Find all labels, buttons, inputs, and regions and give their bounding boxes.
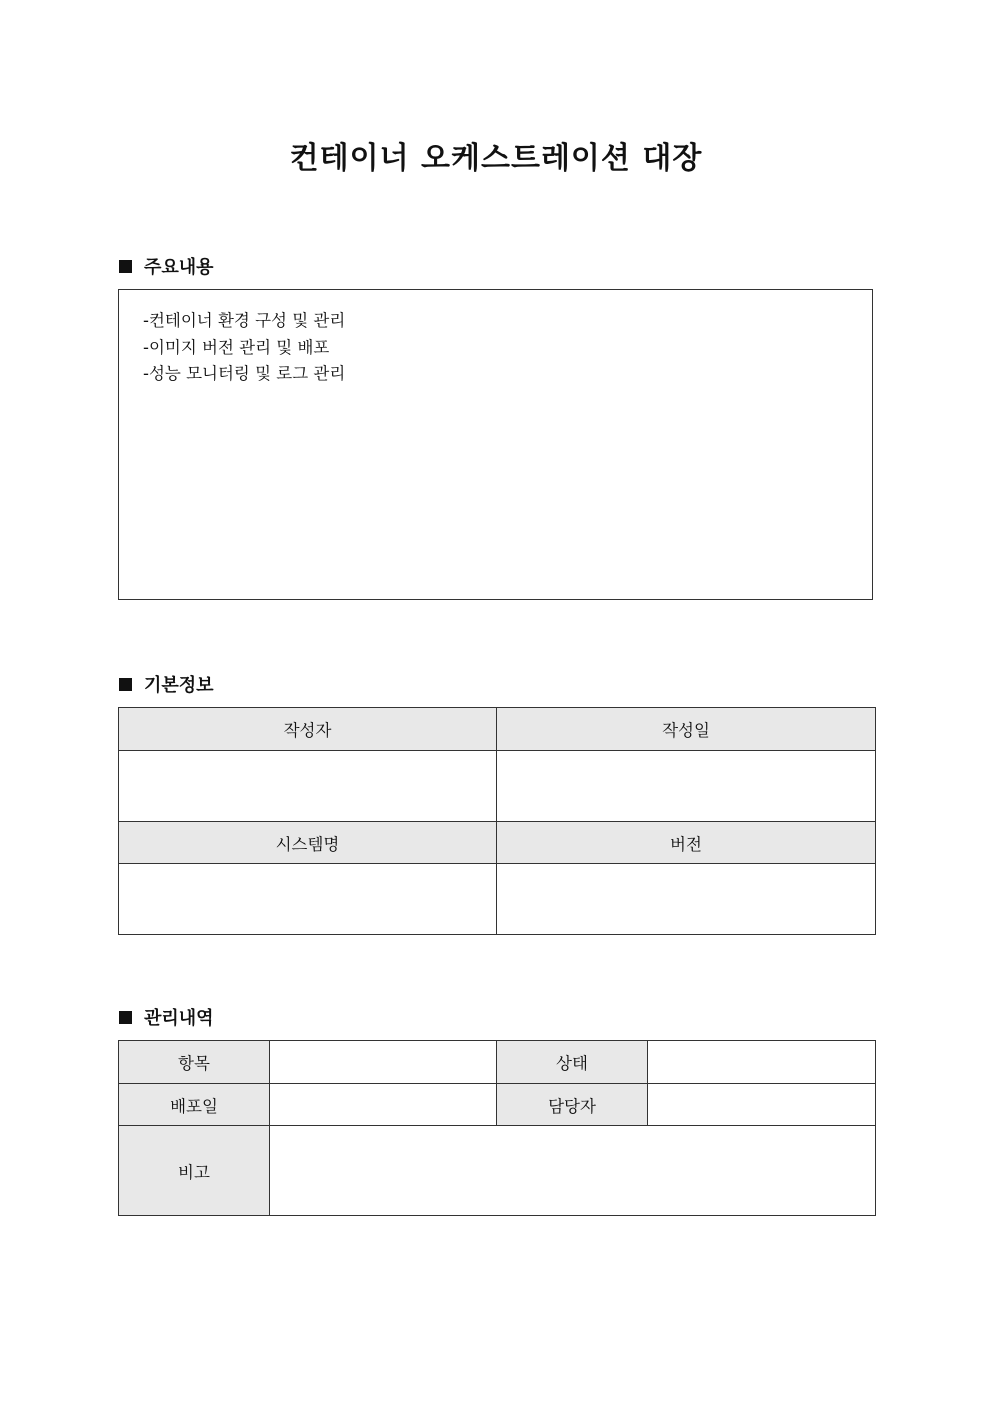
table-row <box>119 1041 876 1084</box>
remarks-label: 비고 <box>119 1126 270 1216</box>
basic-info-heading <box>119 671 214 697</box>
square-bullet-icon <box>119 1011 132 1024</box>
table-row <box>119 1126 876 1216</box>
deploy-date-label: 배포일 <box>119 1084 270 1126</box>
system-name-label: 시스템명 <box>119 822 497 864</box>
square-bullet-icon <box>119 678 132 691</box>
status-label: 상태 <box>497 1041 648 1084</box>
version-label: 버전 <box>497 822 876 864</box>
summary-line: -성능 모니터링 및 로그 관리 <box>143 364 346 383</box>
management-table <box>118 1040 876 1216</box>
date-label: 작성일 <box>497 708 876 751</box>
summary-line: -컨테이너 환경 구성 및 관리 <box>143 311 346 330</box>
basic-info-table <box>118 707 876 935</box>
summary-box[interactable] <box>118 289 873 600</box>
management-heading-label: 관리내역 <box>144 1008 214 1029</box>
table-row <box>119 1084 876 1126</box>
summary-heading <box>119 253 214 279</box>
table-row <box>119 864 876 935</box>
manager-label: 담당자 <box>497 1084 648 1126</box>
status-value[interactable] <box>648 1041 876 1084</box>
system-name-value[interactable] <box>119 864 497 935</box>
item-label: 항목 <box>119 1041 270 1084</box>
square-bullet-icon <box>119 260 132 273</box>
page-title: 컨테이너 오케스트레이션 대장 <box>289 141 703 176</box>
author-value[interactable] <box>119 751 497 822</box>
version-value[interactable] <box>497 864 876 935</box>
table-row <box>119 822 876 864</box>
management-heading <box>119 1004 214 1030</box>
basic-info-heading-label: 기본정보 <box>144 675 214 696</box>
summary-heading-label: 주요내용 <box>144 257 214 278</box>
table-row <box>119 708 876 751</box>
table-row <box>119 751 876 822</box>
summary-line: -이미지 버전 관리 및 배포 <box>143 337 330 357</box>
remarks-value[interactable] <box>270 1126 876 1216</box>
item-value[interactable] <box>270 1041 497 1084</box>
author-label: 작성자 <box>119 708 497 751</box>
manager-value[interactable] <box>648 1084 876 1126</box>
date-value[interactable] <box>497 751 876 822</box>
deploy-date-value[interactable] <box>270 1084 497 1126</box>
